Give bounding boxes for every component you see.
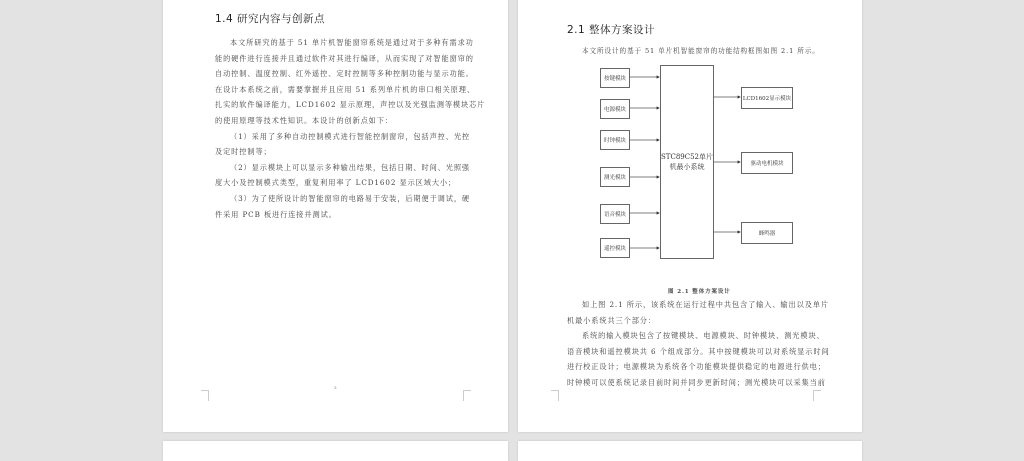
crop-mark [813,390,821,401]
page-number: 4 [688,387,691,392]
body-text-line: 的使用原理等技术性知识。本设计的创新点如下： [215,116,393,125]
output-module-box: 蜂鸣器 [741,222,793,244]
crop-mark [551,390,559,401]
input-module-box: 测光模块 [600,167,630,187]
section-heading: 2.1 整体方案设计 [567,24,656,36]
body-text-line: 扎实的软件编译能力，LCD1602 显示原理，声控以及光强监测等模块芯片 [215,100,486,110]
input-module-box: 遥控模块 [600,238,630,258]
body-text-line: 机最小系统共三个部分： [567,315,656,325]
section-heading: 1.4 研究内容与创新点 [215,13,326,25]
output-module-box: LCD1602显示模块 [741,87,793,109]
input-module-box: 语音模块 [600,204,630,224]
output-module-box: 驱动电机模块 [741,152,793,174]
document-page-4 [518,0,862,432]
crop-mark [201,390,209,401]
input-module-box: 电源模块 [600,99,630,119]
body-text-line: 时钟模可以使系统记录目前时间并同步更新时间；测光模块可以采集当前 [567,378,826,387]
body-text-line: （1）采用了多种自动控制模式进行智能控制窗帘，包括声控、光控 [230,131,471,141]
body-text-line: 在设计本系统之前，需要掌握并且应用 51 系列单片机的串口相关原理、 [215,84,475,94]
body-text-line: 系统的输入模块包含了按键模块、电源模块、时钟模块、测光模块、 [582,331,825,341]
body-text-line: 件采用 PCB 板进行连接并测试。 [215,209,337,219]
body-text-line: （2）显示模块上可以显示多种输出结果，包括日期、时间、光照强 [230,162,471,172]
document-page-5 [163,441,508,461]
core-mcu-box: STC89C52单片机最小系统 [660,65,714,259]
body-text-line: 自动控制、温度控制、红外遥控、定时控制等多种控制功能与显示功能。 [215,69,474,79]
crop-mark [463,390,471,401]
document-page-6 [518,441,862,461]
body-text-line: 度大小及控制模式类型，重复利用率了 LCD1602 显示区域大小； [215,178,457,188]
body-text-line: 进行校正设计；电源模块为系统各个功能模块提供稳定的电源进行供电； [567,362,826,372]
body-text-line: 语音模块和遥控模块共 6 个组成部分。其中按键模块可以对系统显示时间 [567,346,830,356]
body-text-line: 如上图 2.1 所示，该系统在运行过程中共包含了输入、输出以及单片 [582,300,829,309]
figure-caption: 图 2.1 整体方案设计 [668,289,731,295]
document-page-3 [163,0,508,432]
body-text-line: 及定时控制等； [215,147,272,157]
input-module-box: 时钟模块 [600,130,630,150]
intro-text: 本文所设计的基于 51 单片机智能窗帘的功能结构框图如图 2.1 所示。 [582,47,820,55]
page-number: 3 [334,385,337,390]
body-text-line: 本文所研究的基于 51 单片机智能窗帘系统是通过对于多种有需求功 [230,38,474,47]
input-module-box: 按键模块 [600,68,630,88]
body-text-line: （3）为了使所设计的智能窗帘的电路易于安装，后期便于调试，硬 [230,194,471,203]
body-text-line: 能的硬件进行连接并且通过软件对其进行编译，从而实现了对智能窗帘的 [215,53,474,63]
